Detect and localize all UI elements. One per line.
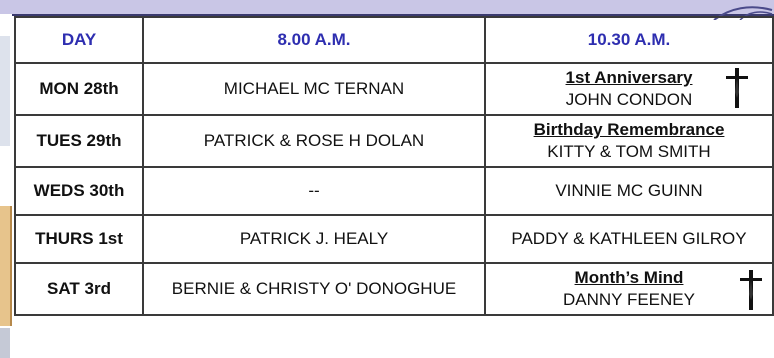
mass-8am-cell: -- [143,167,485,215]
day-cell: WEDS 30th [15,167,143,215]
header-time-1030am: 10.30 A.M. [485,17,773,63]
table-row [15,263,773,315]
banner [0,0,774,16]
table-row [15,167,773,215]
intention-title: Birthday Remembrance [533,120,725,139]
crucifix-icon [738,270,764,310]
mass-1030am-cell: PADDY & KATHLEEN GILROY [485,215,773,263]
day-cell: SAT 3rd [15,263,143,315]
intention-title: Month’s Mind [574,268,684,287]
left-decorative-strip [0,14,12,344]
intention-title: 1st Anniversary [565,68,693,87]
header-day: DAY [15,17,143,63]
table-row [15,115,773,167]
table-row [15,215,773,263]
mass-8am-cell: PATRICK & ROSE H DOLAN [143,115,485,167]
strip-segment-blue [0,328,10,358]
crucifix-icon [724,68,750,108]
mass-1030am-cell [485,115,773,167]
header-time-8am: 8.00 A.M. [143,17,485,63]
mass-schedule-table [14,16,774,316]
mass-1030am-cell [485,63,773,115]
table-header-row [15,17,773,63]
intention-name: DANNY FEENEY [563,290,695,309]
strip-segment-gold [0,206,12,326]
mass-1030am-cell: VINNIE MC GUINN [485,167,773,215]
strip-segment-grey [0,36,10,146]
intention-name: JOHN CONDON [565,90,693,109]
table-row [15,63,773,115]
intention-name: KITTY & TOM SMITH [547,142,711,161]
mass-1030am-cell [485,263,773,315]
mass-8am-cell: BERNIE & CHRISTY O' DONOGHUE [143,263,485,315]
day-cell: TUES 29th [15,115,143,167]
mass-8am-cell: MICHAEL MC TERNAN [143,63,485,115]
day-cell: THURS 1st [15,215,143,263]
day-cell: MON 28th [15,63,143,115]
mass-8am-cell: PATRICK J. HEALY [143,215,485,263]
